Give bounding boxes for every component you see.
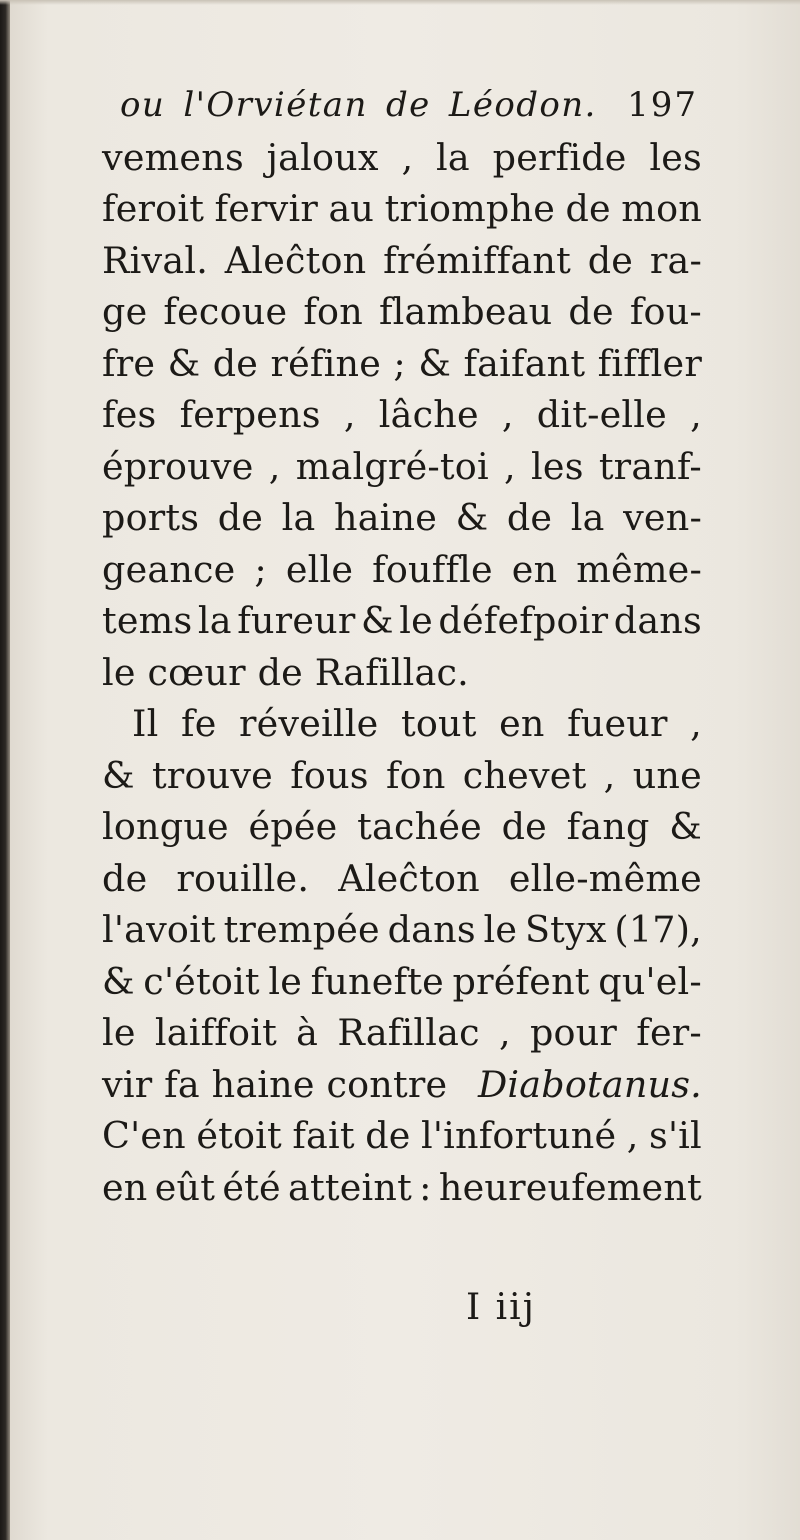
word: geance <box>102 547 236 591</box>
text-line-paragraph-start <box>102 698 702 750</box>
word: fueur <box>567 702 668 745</box>
word: Aleĉton <box>338 856 480 900</box>
text-line <box>102 492 702 544</box>
word: , <box>498 1011 511 1054</box>
text-line <box>102 1162 702 1214</box>
word: fe <box>180 702 217 745</box>
word: Aleĉton <box>224 238 367 282</box>
text-block <box>102 80 702 1213</box>
word: lâche <box>378 393 479 436</box>
word: elle <box>285 547 354 591</box>
word: fureur <box>237 599 356 642</box>
word: fervir <box>214 187 319 230</box>
word: ven- <box>623 496 702 539</box>
word: tems <box>102 599 193 642</box>
word: ports <box>102 496 200 539</box>
word: le <box>268 959 303 1003</box>
word: feroit <box>102 187 205 230</box>
word: (17), <box>614 908 702 951</box>
word: longue <box>102 805 229 848</box>
word: trouve <box>151 753 273 797</box>
word: réfine <box>270 341 382 385</box>
running-title: ou l'Orviétan de Léodon. <box>120 85 597 125</box>
word: perfide <box>492 135 627 179</box>
word: de <box>587 238 634 282</box>
word: de <box>102 856 148 900</box>
word: , <box>501 393 514 436</box>
word: : <box>419 1165 432 1209</box>
word: vemens <box>102 135 244 179</box>
text-line <box>102 853 702 905</box>
word: Styx <box>524 908 607 951</box>
word: fang <box>566 805 650 848</box>
word: fes <box>102 393 157 436</box>
word: le <box>102 1011 136 1054</box>
word: , <box>690 393 702 436</box>
word: & <box>102 753 135 797</box>
word: en <box>511 547 558 591</box>
text-line <box>102 286 702 338</box>
text-line <box>102 441 702 493</box>
word: de <box>565 187 611 230</box>
text-line <box>102 1059 702 1111</box>
signature-mark: I iij <box>466 1287 536 1328</box>
word: ra- <box>649 238 702 282</box>
word: elle-même <box>508 856 702 900</box>
text-line <box>102 1007 702 1059</box>
text-line <box>102 801 702 853</box>
text-line <box>102 1110 702 1162</box>
text-line <box>102 595 702 647</box>
word: , <box>343 393 356 436</box>
word: éprouve <box>102 444 254 488</box>
word: atteint <box>288 1165 412 1209</box>
word: laiffoit <box>154 1011 277 1054</box>
word: ge <box>102 290 148 333</box>
word: & <box>418 341 452 385</box>
text-line <box>102 338 702 390</box>
word: dans <box>613 599 702 642</box>
text-line <box>102 904 702 956</box>
word: épée <box>248 805 338 848</box>
word: Il <box>132 702 159 745</box>
word: tachée <box>357 805 482 848</box>
line-text: le cœur de Rafillac. <box>102 650 469 694</box>
word: dans <box>387 908 476 951</box>
word: l'avoit <box>102 908 216 951</box>
word: & <box>361 599 394 642</box>
word: triomphe <box>384 187 556 230</box>
word: ferpens <box>179 393 321 436</box>
word: , <box>401 135 414 179</box>
word: fer- <box>636 1011 702 1054</box>
word: une <box>632 753 702 797</box>
word: fiffler <box>597 341 702 385</box>
text-line <box>102 647 702 699</box>
word: de <box>506 496 553 539</box>
word: dit-elle <box>536 393 667 436</box>
word: fou- <box>629 290 702 333</box>
word: la <box>281 496 316 539</box>
word: s'il <box>649 1114 702 1157</box>
word: la <box>197 599 232 642</box>
word: l'infortuné <box>421 1114 617 1157</box>
word: au <box>328 187 375 230</box>
text-line <box>102 956 702 1008</box>
word: frémiffant <box>383 238 571 282</box>
word: heureufement <box>438 1165 702 1209</box>
word: trempée <box>223 908 380 951</box>
word: eût <box>154 1165 216 1209</box>
word: été <box>222 1165 281 1209</box>
text-line <box>102 132 702 184</box>
word: funefte <box>310 959 444 1003</box>
word: le <box>399 599 433 642</box>
word: flambeau <box>378 290 553 333</box>
binding-edge <box>0 0 10 1540</box>
word: fait <box>292 1114 355 1157</box>
word: fous <box>290 753 369 797</box>
word: fon <box>303 290 363 333</box>
word: chevet <box>462 753 587 797</box>
word: de <box>501 805 547 848</box>
line-text: vir fa haine contre <box>102 1062 448 1106</box>
word: mon <box>621 187 702 230</box>
text-line <box>102 235 702 287</box>
word: faifant <box>463 341 586 385</box>
word: Rival. <box>102 238 209 282</box>
word: les <box>649 135 702 179</box>
text-line <box>102 750 702 802</box>
word: , <box>603 753 616 797</box>
word: étoit <box>196 1114 282 1157</box>
word: ; <box>393 341 406 385</box>
word: en <box>102 1165 148 1209</box>
word: réveille <box>238 702 379 745</box>
word: de <box>568 290 614 333</box>
word: , <box>626 1114 639 1157</box>
word: ; <box>254 547 267 591</box>
word: de <box>217 496 264 539</box>
word: rouille. <box>176 856 310 900</box>
word: pour <box>529 1011 618 1054</box>
word: fouffle <box>372 547 493 591</box>
word: , <box>504 444 516 488</box>
word: les <box>531 444 584 488</box>
word: fon <box>385 753 446 797</box>
word: défefpoir <box>438 599 609 642</box>
word: qu'el- <box>598 959 702 1003</box>
text-line <box>102 183 702 235</box>
page-number: 197 <box>627 85 698 125</box>
running-header <box>120 80 702 132</box>
word: tout <box>400 702 477 745</box>
word: & <box>455 496 489 539</box>
text-line <box>102 389 702 441</box>
word: tranf- <box>598 444 702 488</box>
word: haine <box>334 496 438 539</box>
word: Rafillac <box>337 1011 480 1054</box>
word: & <box>167 341 201 385</box>
word: à <box>296 1011 319 1054</box>
word: jaloux <box>266 135 379 179</box>
word: , <box>690 702 702 745</box>
word: fre <box>102 341 156 385</box>
word: de <box>212 341 259 385</box>
top-edge-shadow <box>0 0 800 5</box>
word: fecoue <box>163 290 288 333</box>
word: malgré-toi <box>295 444 489 488</box>
word: la <box>570 496 605 539</box>
word: de <box>365 1114 411 1157</box>
word: la <box>436 135 470 179</box>
word: , <box>268 444 281 488</box>
italic-name: Diabotanus. <box>477 1062 702 1106</box>
word: & <box>669 805 702 848</box>
word: C'en <box>102 1114 186 1157</box>
word: préfent <box>452 959 590 1003</box>
word: même- <box>576 547 702 591</box>
word: le <box>483 908 518 951</box>
word: en <box>499 702 545 745</box>
word: c'étoit <box>143 959 260 1003</box>
word: & <box>102 959 135 1003</box>
text-line <box>102 544 702 596</box>
